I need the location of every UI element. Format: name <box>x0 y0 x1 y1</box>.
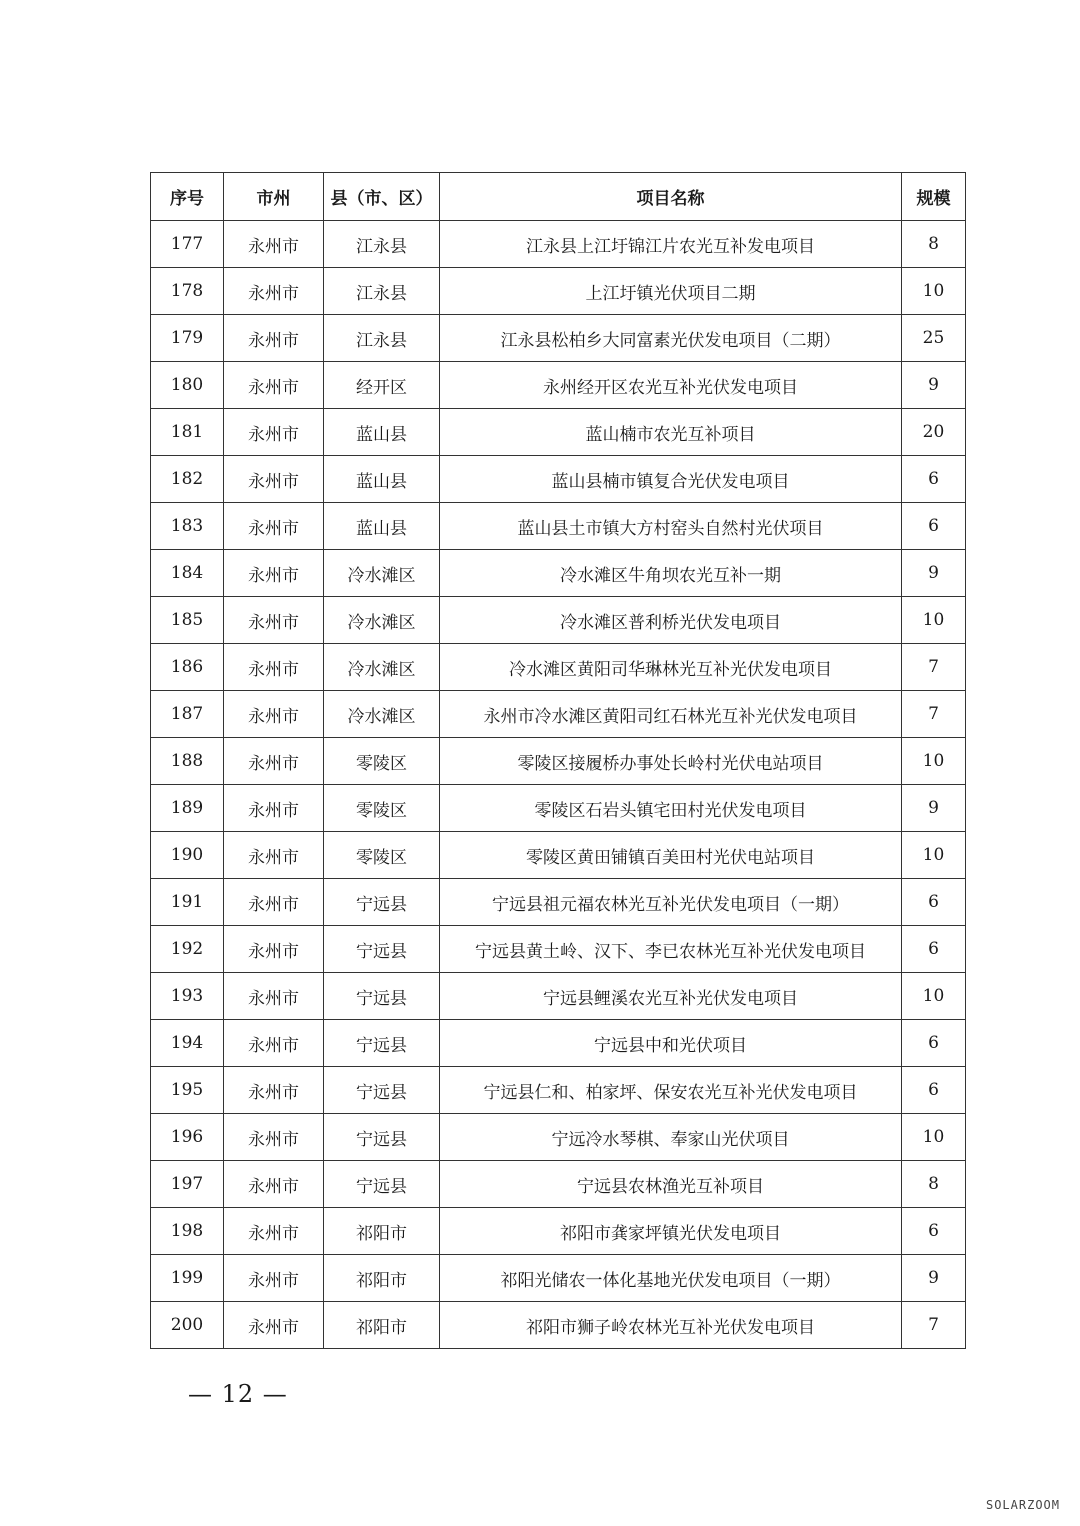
project-table <box>150 172 966 1349</box>
cell-scale: 8 <box>902 221 966 268</box>
cell-city: 永州市 <box>224 221 324 268</box>
table-row <box>151 1161 966 1208</box>
cell-county: 江永县 <box>324 268 440 315</box>
table-header-row <box>151 173 966 221</box>
cell-scale: 9 <box>902 362 966 409</box>
cell-county: 宁远县 <box>324 1067 440 1114</box>
table-row <box>151 1067 966 1114</box>
table-row <box>151 1255 966 1302</box>
cell-scale: 10 <box>902 597 966 644</box>
cell-city: 永州市 <box>224 1208 324 1255</box>
cell-project-name: 永州市冷水滩区黄阳司红石林光互补光伏发电项目 <box>440 691 902 738</box>
cell-scale: 10 <box>902 1114 966 1161</box>
cell-city: 永州市 <box>224 268 324 315</box>
cell-project-name: 冷水滩区普利桥光伏发电项目 <box>440 597 902 644</box>
table-row <box>151 926 966 973</box>
cell-index: 181 <box>151 409 224 456</box>
table-row <box>151 879 966 926</box>
cell-county: 冷水滩区 <box>324 644 440 691</box>
cell-county: 宁远县 <box>324 926 440 973</box>
table-row <box>151 221 966 268</box>
table-row <box>151 597 966 644</box>
cell-index: 185 <box>151 597 224 644</box>
cell-scale: 6 <box>902 1067 966 1114</box>
cell-index: 182 <box>151 456 224 503</box>
cell-city: 永州市 <box>224 1255 324 1302</box>
cell-index: 194 <box>151 1020 224 1067</box>
cell-county: 冷水滩区 <box>324 550 440 597</box>
cell-scale: 25 <box>902 315 966 362</box>
cell-county: 宁远县 <box>324 973 440 1020</box>
cell-city: 永州市 <box>224 362 324 409</box>
cell-project-name: 零陵区黄田铺镇百美田村光伏电站项目 <box>440 832 902 879</box>
cell-county: 江永县 <box>324 315 440 362</box>
cell-project-name: 宁远县祖元福农林光互补光伏发电项目（一期） <box>440 879 902 926</box>
cell-project-name: 冷水滩区黄阳司华琳林光互补光伏发电项目 <box>440 644 902 691</box>
cell-project-name: 零陵区石岩头镇宅田村光伏发电项目 <box>440 785 902 832</box>
cell-scale: 10 <box>902 973 966 1020</box>
cell-scale: 10 <box>902 832 966 879</box>
cell-city: 永州市 <box>224 456 324 503</box>
header-county: 县（市、区） <box>324 173 440 221</box>
cell-index: 183 <box>151 503 224 550</box>
cell-county: 零陵区 <box>324 832 440 879</box>
cell-county: 零陵区 <box>324 738 440 785</box>
cell-county: 冷水滩区 <box>324 597 440 644</box>
cell-project-name: 祁阳市龚家坪镇光伏发电项目 <box>440 1208 902 1255</box>
cell-index: 200 <box>151 1302 224 1349</box>
table-row <box>151 1302 966 1349</box>
cell-index: 193 <box>151 973 224 1020</box>
cell-county: 宁远县 <box>324 1020 440 1067</box>
cell-city: 永州市 <box>224 597 324 644</box>
cell-scale: 7 <box>902 644 966 691</box>
cell-county: 冷水滩区 <box>324 691 440 738</box>
cell-project-name: 冷水滩区牛角坝农光互补一期 <box>440 550 902 597</box>
cell-project-name: 祁阳市狮子岭农林光互补光伏发电项目 <box>440 1302 902 1349</box>
cell-city: 永州市 <box>224 691 324 738</box>
cell-city: 永州市 <box>224 738 324 785</box>
cell-index: 180 <box>151 362 224 409</box>
cell-city: 永州市 <box>224 1161 324 1208</box>
cell-county: 祁阳市 <box>324 1208 440 1255</box>
page-number: — 12 — <box>188 1380 288 1408</box>
table-row <box>151 738 966 785</box>
cell-project-name: 宁远冷水琴棋、奉家山光伏项目 <box>440 1114 902 1161</box>
table-body <box>151 221 966 1349</box>
cell-city: 永州市 <box>224 644 324 691</box>
cell-index: 197 <box>151 1161 224 1208</box>
cell-city: 永州市 <box>224 550 324 597</box>
cell-county: 经开区 <box>324 362 440 409</box>
cell-scale: 9 <box>902 550 966 597</box>
project-table-container <box>150 172 965 1349</box>
cell-scale: 6 <box>902 456 966 503</box>
cell-scale: 9 <box>902 1255 966 1302</box>
header-scale: 规模 <box>902 173 966 221</box>
cell-county: 宁远县 <box>324 1114 440 1161</box>
cell-index: 179 <box>151 315 224 362</box>
cell-city: 永州市 <box>224 879 324 926</box>
cell-scale: 20 <box>902 409 966 456</box>
cell-county: 祁阳市 <box>324 1255 440 1302</box>
table-row <box>151 315 966 362</box>
cell-index: 196 <box>151 1114 224 1161</box>
table-row <box>151 1114 966 1161</box>
cell-scale: 10 <box>902 738 966 785</box>
header-city: 市州 <box>224 173 324 221</box>
cell-index: 191 <box>151 879 224 926</box>
cell-index: 177 <box>151 221 224 268</box>
cell-project-name: 宁远县中和光伏项目 <box>440 1020 902 1067</box>
cell-project-name: 宁远县农林渔光互补项目 <box>440 1161 902 1208</box>
table-row <box>151 268 966 315</box>
cell-project-name: 宁远县仁和、柏家坪、保安农光互补光伏发电项目 <box>440 1067 902 1114</box>
cell-city: 永州市 <box>224 973 324 1020</box>
watermark: SOLARZOOM <box>985 1498 1060 1512</box>
cell-city: 永州市 <box>224 785 324 832</box>
table-row <box>151 503 966 550</box>
cell-scale: 7 <box>902 1302 966 1349</box>
table-row <box>151 362 966 409</box>
cell-city: 永州市 <box>224 1067 324 1114</box>
cell-project-name: 上江圩镇光伏项目二期 <box>440 268 902 315</box>
header-index: 序号 <box>151 173 224 221</box>
cell-city: 永州市 <box>224 1114 324 1161</box>
table-row <box>151 691 966 738</box>
cell-project-name: 零陵区接履桥办事处长岭村光伏电站项目 <box>440 738 902 785</box>
table-row <box>151 550 966 597</box>
cell-county: 祁阳市 <box>324 1302 440 1349</box>
cell-index: 199 <box>151 1255 224 1302</box>
cell-county: 蓝山县 <box>324 409 440 456</box>
cell-project-name: 宁远县鲤溪农光互补光伏发电项目 <box>440 973 902 1020</box>
cell-index: 187 <box>151 691 224 738</box>
cell-project-name: 江永县上江圩锦江片农光互补发电项目 <box>440 221 902 268</box>
cell-index: 178 <box>151 268 224 315</box>
cell-city: 永州市 <box>224 926 324 973</box>
cell-county: 宁远县 <box>324 1161 440 1208</box>
cell-project-name: 永州经开区农光互补光伏发电项目 <box>440 362 902 409</box>
cell-index: 184 <box>151 550 224 597</box>
table-row <box>151 832 966 879</box>
cell-index: 186 <box>151 644 224 691</box>
cell-index: 188 <box>151 738 224 785</box>
table-row <box>151 973 966 1020</box>
cell-city: 永州市 <box>224 315 324 362</box>
cell-scale: 6 <box>902 926 966 973</box>
table-row <box>151 1208 966 1255</box>
cell-project-name: 宁远县黄土岭、汉下、李已农林光互补光伏发电项目 <box>440 926 902 973</box>
cell-project-name: 蓝山楠市农光互补项目 <box>440 409 902 456</box>
cell-county: 江永县 <box>324 221 440 268</box>
cell-county: 蓝山县 <box>324 503 440 550</box>
cell-county: 蓝山县 <box>324 456 440 503</box>
cell-city: 永州市 <box>224 409 324 456</box>
cell-county: 零陵区 <box>324 785 440 832</box>
cell-city: 永州市 <box>224 1302 324 1349</box>
cell-scale: 8 <box>902 1161 966 1208</box>
table-row <box>151 409 966 456</box>
table-row <box>151 644 966 691</box>
cell-project-name: 蓝山县楠市镇复合光伏发电项目 <box>440 456 902 503</box>
cell-index: 189 <box>151 785 224 832</box>
cell-scale: 6 <box>902 1208 966 1255</box>
cell-scale: 10 <box>902 268 966 315</box>
cell-city: 永州市 <box>224 503 324 550</box>
cell-scale: 9 <box>902 785 966 832</box>
table-row <box>151 456 966 503</box>
header-project-name: 项目名称 <box>440 173 902 221</box>
cell-index: 195 <box>151 1067 224 1114</box>
table-row <box>151 785 966 832</box>
cell-city: 永州市 <box>224 832 324 879</box>
cell-scale: 6 <box>902 1020 966 1067</box>
cell-index: 198 <box>151 1208 224 1255</box>
cell-project-name: 蓝山县土市镇大方村窑头自然村光伏项目 <box>440 503 902 550</box>
cell-project-name: 祁阳光储农一体化基地光伏发电项目（一期） <box>440 1255 902 1302</box>
cell-city: 永州市 <box>224 1020 324 1067</box>
cell-project-name: 江永县松柏乡大同富素光伏发电项目（二期） <box>440 315 902 362</box>
cell-county: 宁远县 <box>324 879 440 926</box>
table-row <box>151 1020 966 1067</box>
cell-index: 192 <box>151 926 224 973</box>
cell-index: 190 <box>151 832 224 879</box>
cell-scale: 6 <box>902 503 966 550</box>
cell-scale: 7 <box>902 691 966 738</box>
cell-scale: 6 <box>902 879 966 926</box>
